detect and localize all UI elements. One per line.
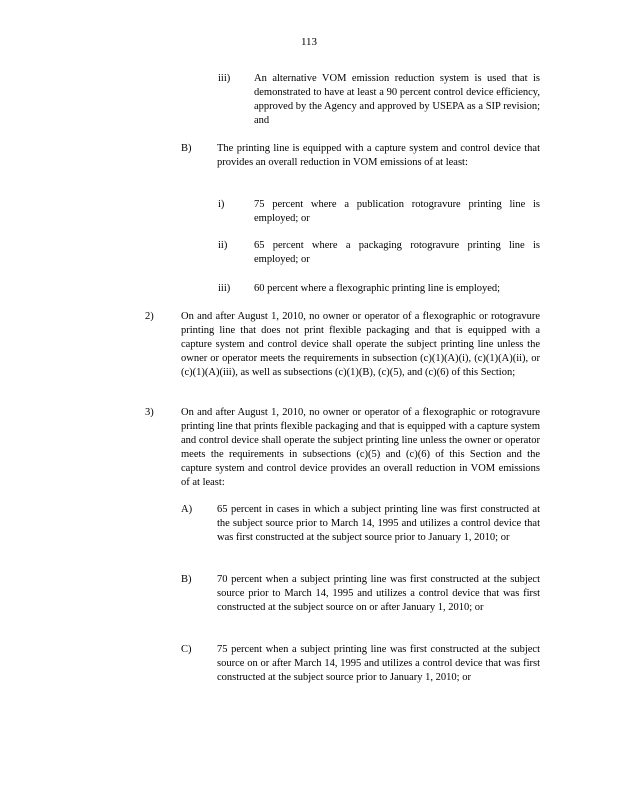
- paragraph-text: 65 percent where a packaging rotogravure printing line is employed; or: [254, 240, 540, 265]
- paragraph-text: On and after August 1, 2010, no owner or operator of a flexographic or rotogravure printing line that prints flexible packaging and that is equipped with a capture system and control device shall operate the subject printing line unless the owner or operator meets the requirements in subsections (c)(5) and (c)(6) of this Section and the capture system and control device provides an overall reduction in VOM emissions of at least:: [181, 407, 540, 488]
- paragraph-text: 75 percent when a subject printing line was first constructed at the subject source on or after March 14, 1995 and utilizes a control device that was first constructed at the subject source prior to January 1, 2010; or: [217, 644, 540, 683]
- paragraph-text: 75 percent where a publication rotogravure printing line is employed; or: [254, 199, 540, 224]
- paragraph-text: On and after August 1, 2010, no owner or operator of a flexographic or rotogravure printing line that does not print flexible packaging and that is equipped with a capture system and control device shall operate the subject printing line unless the owner or operator meets the requirements in subsection (c)(1)(A)(i), (c)(1)(A)(ii), or (c)(1)(A)(iii), as well as subsections (c)(1)(B), (c)(5), and (c)(6) of this Section;: [181, 311, 540, 378]
- paragraph-label: B): [181, 143, 192, 154]
- page-number: 113: [300, 36, 318, 48]
- paragraph-text: An alternative VOM emission reduction system is used that is demonstrated to have at least a 90 percent control device efficiency, approved by the Agency and approved by USEPA as a SIP revision; and: [254, 73, 540, 126]
- paragraph-label: iii): [218, 73, 231, 84]
- paragraph-text: 65 percent in cases in which a subject printing line was first constructed at the subject source prior to March 14, 1995 and utilizes a control device that was first constructed at the subject source prior to January 1, 2010; or: [217, 504, 540, 543]
- paragraph-label: A): [181, 504, 193, 515]
- paragraph-label: iii): [218, 283, 231, 294]
- paragraph-label: B): [181, 574, 192, 585]
- paragraph-text: The printing line is equipped with a capture system and control device that provides an overall reduction in VOM emissions of at least:: [217, 143, 540, 168]
- paragraph-label: i): [218, 199, 225, 210]
- paragraph-text: 60 percent where a flexographic printing line is employed;: [254, 283, 501, 294]
- paragraph-label: 3): [145, 407, 154, 418]
- paragraph-label: 2): [145, 311, 154, 322]
- paragraph-label: C): [181, 644, 192, 655]
- paragraph-label: ii): [218, 240, 228, 251]
- paragraph-text: 70 percent when a subject printing line was first constructed at the subject source prior to March 14, 1995 and utilizes a control device that was first constructed at the subject source on or after January 1, 2010; or: [217, 574, 540, 613]
